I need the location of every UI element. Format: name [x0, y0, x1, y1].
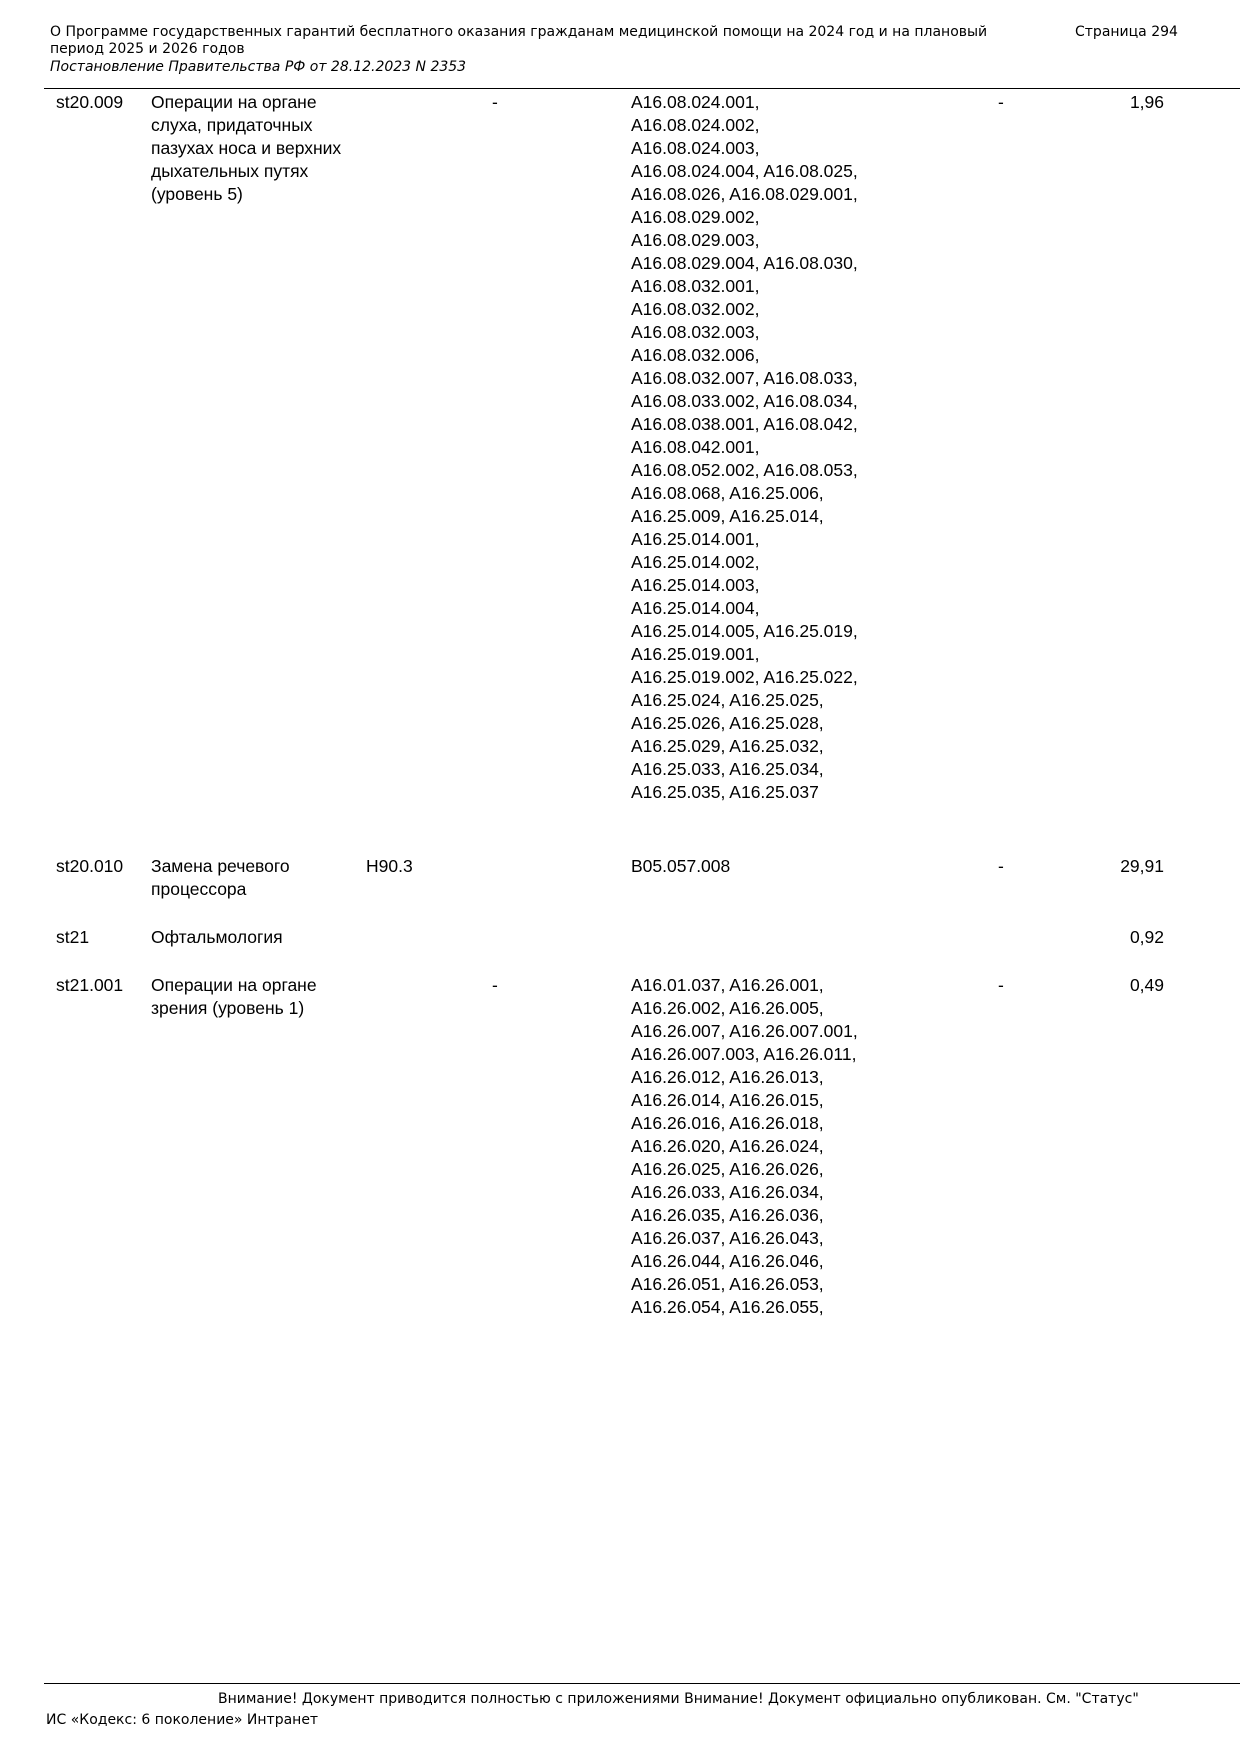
row-service-codes: B05.057.008	[631, 856, 731, 876]
row-coefficient: 1,96	[1129, 92, 1164, 112]
row-code: st21.001	[56, 975, 124, 995]
row-other-criteria: -	[998, 92, 1004, 112]
row-additional-criteria: -	[492, 975, 498, 995]
document-title: О Программе государственных гарантий бесплатного оказания гражданам медицинской помощи на 2024 год и на плановый период 2025 и 2026 годов	[50, 24, 988, 57]
row-code: st20.009	[56, 92, 124, 112]
row-code: st21	[56, 927, 90, 947]
row-mkb-code: H90.3	[366, 856, 413, 876]
row-name: Операции на органе слуха, придаточных пазухах носа и верхних дыхательных путях (уровень 5)	[151, 92, 342, 204]
row-name: Офтальмология	[151, 927, 283, 947]
row-other-criteria: -	[998, 975, 1004, 995]
footer-system-name: ИС «Кодекс: 6 поколение» Интранет	[46, 1712, 319, 1728]
row-other-criteria: -	[998, 856, 1004, 876]
header-divider	[44, 88, 1240, 89]
row-additional-criteria: -	[492, 92, 498, 112]
document-subtitle: Постановление Правительства РФ от 28.12.2023 N 2353	[50, 59, 467, 75]
row-coefficient: 0,92	[1129, 927, 1164, 947]
footer-warning: Внимание! Документ приводится полностью с приложениями Внимание! Документ официально опубликован. См. "Статус"	[218, 1691, 1139, 1707]
row-coefficient: 0,49	[1129, 975, 1164, 995]
row-name: Замена речевого процессора	[151, 856, 290, 899]
row-coefficient: 29,91	[1120, 856, 1164, 876]
footer-divider	[44, 1683, 1240, 1684]
page-number: Страница 294	[1075, 24, 1178, 40]
row-service-codes: A16.01.037, A16.26.001, A16.26.002, A16.26.005, A16.26.007, A16.26.007.001, A16.26.007.003, A16.26.011, A16.26.012, A16.26.013, A16.26.014, A16.26.015, A16.26.016, A16.26.018, A16.26.020, A16.26.024, A16.26.025, A16.26.026, A16.26.033, A16.26.034, A16.26.035, A16.26.036, A16.26.037, A16.26.043, A16.26.044, A16.26.046, A16.26.051, A16.26.053, A16.26.054, A16.26.055,	[631, 975, 858, 1317]
row-name: Операции на органе зрения (уровень 1)	[151, 975, 317, 1018]
row-code: st20.010	[56, 856, 124, 876]
row-service-codes: A16.08.024.001, A16.08.024.002, A16.08.024.003, A16.08.024.004, A16.08.025, A16.08.026, A16.08.029.001, A16.08.029.002, A16.08.029.003, A16.08.029.004, A16.08.030, A16.08.032.001, A16.08.032.002, A16.08.032.003, A16.08.032.006, A16.08.032.007, A16.08.033, A16.08.033.002, A16.08.034, A16.08.038.001, A16.08.042, A16.08.042.001, A16.08.052.002, A16.08.053, A16.08.068, A16.25.006, A16.25.009, A16.25.014, A16.25.014.001, A16.25.014.002, A16.25.014.003, A16.25.014.004, A16.25.014.005, A16.25.019, A16.25.019.001, A16.25.019.002, A16.25.022, A16.25.024, A16.25.025, A16.25.026, A16.25.028, A16.25.029, A16.25.032, A16.25.033, A16.25.034, A16.25.035, A16.25.037	[631, 92, 858, 802]
